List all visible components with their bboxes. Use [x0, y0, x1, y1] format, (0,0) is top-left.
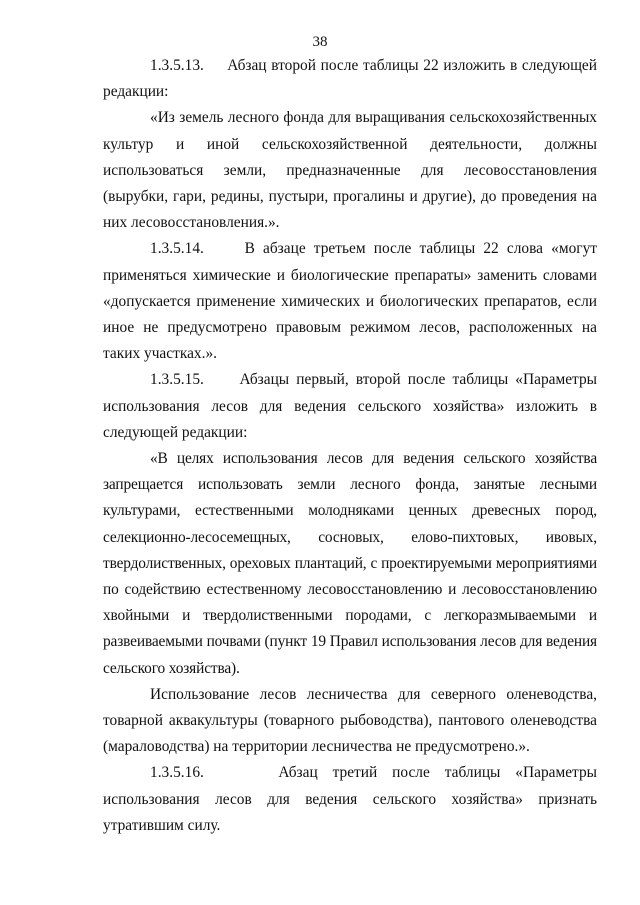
paragraph-quote-agriculture: «В целях использования лесов для ведения сельского хозяйства запрещается использовать земли лесного фонда, занятые лесными культурами, естественными молодняками ценных древесных пород, селекционно-лесосемещных, сосновых, елово-пихтовых, ивовых, твердолиственных, ореховых плантаций, с проектируемыми мероприятиями по содействию естественному лесовосстановлению и лесовосстановлению хвойными и твердолиственными породами, с легкоразмываемыми и развеиваемыми почвами (пункт 19 Правил использования лесов для ведения сельского хозяйства). — [103, 450, 597, 677]
paragraph-1-3-5-16: 1.3.5.16. Абзац третий после таблицы «Параметры использования лесов для ведения сельского хозяйства» признать утратившим силу. — [103, 764, 597, 834]
paragraph-1-3-5-14: 1.3.5.14. В абзаце третьем после таблицы 22 слова «могут применяться химические и биологические препараты» заменить словами «допускается применение химических и биологических препаратов, если иное не предусмотрено правовым режимом лесов, расположенных на таких участках.». — [103, 240, 597, 363]
document-body — [103, 53, 597, 839]
paragraph-reindeer-aquaculture: Использование лесов лесничества для северного оленеводства, товарной аквакультуры (товарного рыбоводства), пантового оленеводства (мараловодства) на территории лесничества не предусмотрено.». — [103, 685, 597, 756]
page-number: 38 — [312, 34, 328, 50]
paragraph-1-3-5-15: 1.3.5.15. Абзацы первый, второй после таблицы «Параметры использования лесов для ведения сельского хозяйства» изложить в следующей редакции: — [103, 371, 597, 441]
paragraph-quote-land-use: «Из земель лесного фонда для выращивания сельскохозяйственных культур и иной сельскохозяйственной деятельности, должны использоваться земли, предназначенные для лесовосстановления (вырубки, гари, редины, пустыри, прогалины и другие), до проведения на них лесовосстановления.». — [103, 109, 597, 232]
paragraph-1-3-5-13: 1.3.5.13. Абзац второй после таблицы 22 изложить в следующей редакции: — [103, 57, 597, 101]
